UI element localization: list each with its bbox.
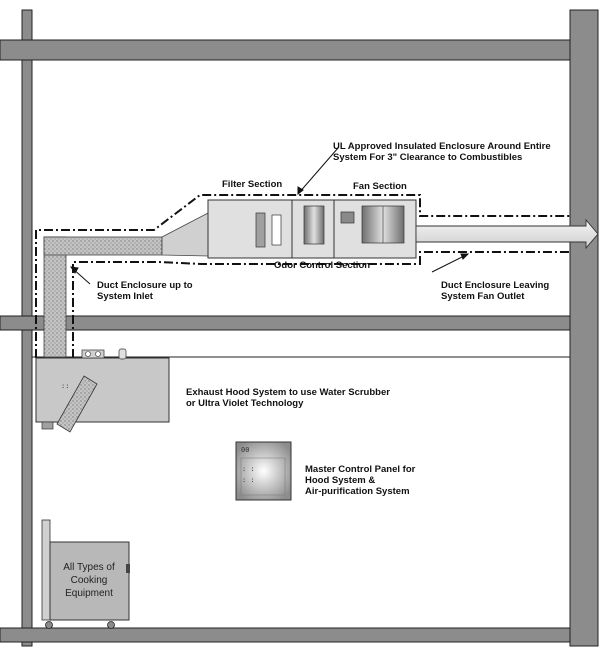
top-beam: [0, 40, 570, 60]
panel-dots-1: : :: [242, 465, 255, 473]
enclosure-label-line2: System For 3" Clearance to Combustibles: [333, 152, 523, 163]
middle-floor: [0, 316, 570, 330]
duct-transition: [162, 213, 208, 256]
cooking-label-line3: Equipment: [65, 588, 113, 599]
control-panel-label-line3: Air-purification System: [305, 486, 410, 497]
hood-label-line1: Exhaust Hood System to use Water Scrubber: [186, 387, 390, 398]
panel-code: 00: [241, 446, 250, 454]
hood-mark: ::: [61, 382, 70, 390]
duct-outlet-label-line2: System Fan Outlet: [441, 291, 525, 302]
cooking-label-line2: Cooking: [70, 575, 108, 586]
fan-motor: [341, 212, 354, 223]
control-panel-label-line2: Hood System &: [305, 475, 376, 486]
hood-body: [36, 358, 169, 422]
leader-outlet-head: [461, 254, 468, 259]
fan-section-label: Fan Section: [353, 181, 407, 192]
hood-vent-cap: [119, 349, 126, 359]
hood-valve-2: [96, 352, 101, 357]
cook-knob: [126, 564, 130, 573]
exhaust-hood: [36, 349, 169, 432]
leader-enclosure-head: [298, 187, 303, 194]
hood-valve-1: [86, 352, 91, 357]
duct-inlet-label-line2: System Inlet: [97, 291, 153, 302]
air-purification-unit: [208, 200, 416, 258]
control-panel-label-line1: Master Control Panel for: [305, 464, 416, 475]
leader-enclosure: [298, 148, 338, 194]
filter-section-label: Filter Section: [222, 179, 283, 190]
filter-slot: [272, 215, 281, 245]
odor-cylinder: [304, 206, 324, 244]
floor-slab: [0, 628, 570, 642]
horizontal-duct: [44, 237, 162, 255]
master-control-panel: [236, 442, 291, 500]
cook-wheel-left: [46, 622, 53, 629]
panel-dots-2: : :: [242, 476, 255, 484]
duct-inlet-label-line1: Duct Enclosure up to: [97, 280, 193, 291]
cook-back: [42, 520, 50, 620]
hood-drain: [42, 422, 53, 429]
odor-control-label: Odor Control Section: [274, 260, 371, 271]
duct-outlet-label-line1: Duct Enclosure Leaving: [441, 280, 550, 291]
cooking-label-line1: All Types of: [63, 562, 115, 573]
filter-element: [256, 213, 265, 247]
right-column: [570, 10, 598, 646]
enclosure-label-line1: UL Approved Insulated Enclosure Around Entire: [333, 141, 551, 152]
cook-wheel-right: [108, 622, 115, 629]
hood-label-line2: or Ultra Violet Technology: [186, 398, 304, 409]
cooking-equipment: [42, 520, 130, 629]
